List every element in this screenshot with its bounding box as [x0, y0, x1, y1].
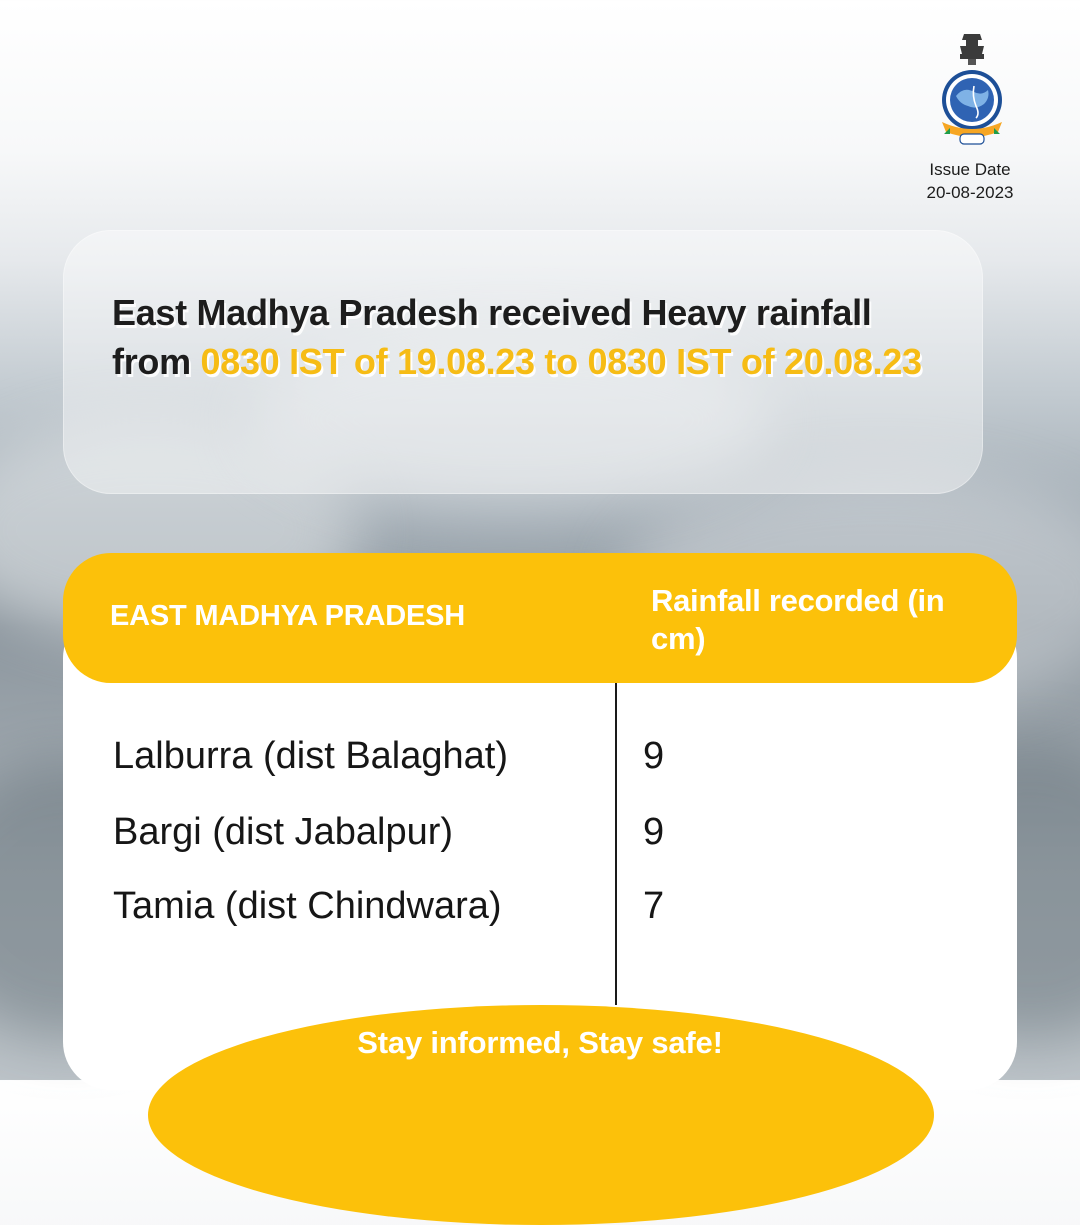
footer-message: Stay informed, Stay safe! [357, 1025, 723, 1060]
column-header-region: EAST MADHYA PRADESH [110, 600, 465, 632]
table-row-value: 7 [643, 885, 665, 927]
table-row-value: 9 [643, 811, 665, 853]
table-row-place: Lalburra (dist Balaghat) [113, 735, 508, 777]
table-row-place: Tamia (dist Chindwara) [113, 885, 502, 927]
headline-text [112, 288, 952, 386]
imd-emblem-icon [934, 30, 1010, 148]
issue-date-label: Issue Date [929, 160, 1011, 179]
column-divider [615, 683, 617, 1005]
headline-main: East Madhya Pradesh received Heavy rainfall from [112, 292, 872, 382]
column-header-rainfall: Rainfall recorded (in cm) [651, 583, 945, 656]
table-row-place: Bargi (dist Jabalpur) [113, 811, 454, 853]
headline-period-highlight: 0830 IST of 19.08.23 to 0830 IST of 20.08.23 [200, 341, 922, 382]
table-row-value: 9 [643, 735, 665, 777]
issue-date-value: 20-08-2023 [926, 183, 1014, 202]
